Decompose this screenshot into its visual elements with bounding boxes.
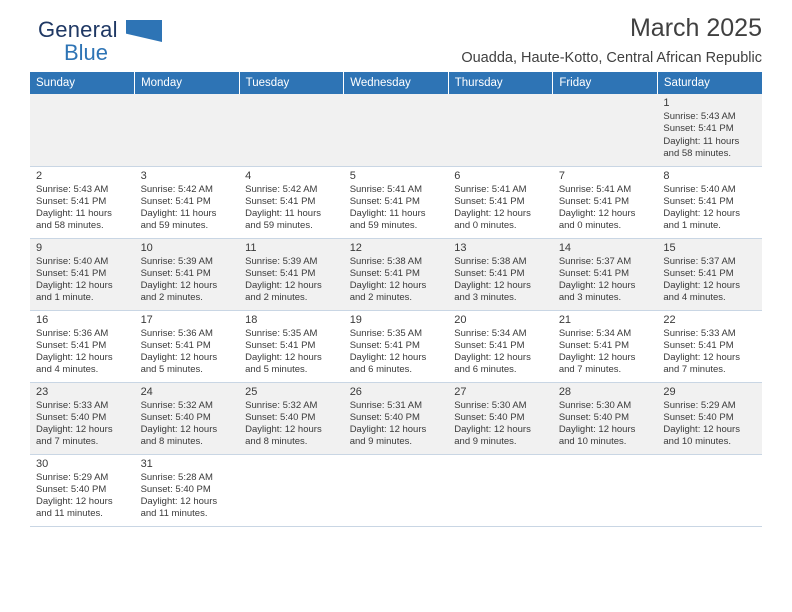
- day-detail-line: Sunrise: 5:30 AM: [454, 399, 527, 411]
- calendar-week-row: [30, 454, 762, 526]
- day-details: [245, 328, 340, 377]
- day-detail-line: Sunset: 5:41 PM: [245, 339, 316, 351]
- day-detail-line: Daylight: 12 hours: [140, 280, 218, 292]
- day-detail-line: and 6 minutes.: [349, 364, 413, 376]
- calendar-day-cell[interactable]: [135, 382, 240, 454]
- day-detail-line: and 7 minutes.: [36, 436, 99, 448]
- calendar-day-cell[interactable]: [553, 166, 658, 238]
- day-detail-line: Sunrise: 5:35 AM: [245, 327, 318, 339]
- day-detail-line: and 9 minutes.: [349, 436, 413, 448]
- day-detail-line: Sunset: 5:41 PM: [140, 267, 211, 279]
- day-number: 26: [349, 385, 362, 398]
- day-detail-line: Sunset: 5:41 PM: [663, 123, 734, 135]
- day-detail-line: and 4 minutes.: [663, 292, 726, 304]
- day-details: [663, 256, 758, 305]
- day-detail-line: Sunset: 5:41 PM: [454, 195, 525, 207]
- calendar-week-row: [30, 310, 762, 382]
- calendar-day-cell[interactable]: [344, 310, 449, 382]
- day-detail-line: and 59 minutes.: [140, 220, 209, 232]
- day-detail-line: and 1 minute.: [36, 292, 94, 304]
- day-detail-line: and 0 minutes.: [558, 220, 622, 232]
- day-details: [454, 400, 549, 449]
- day-detail-line: and 2 minutes.: [349, 292, 413, 304]
- calendar-body: [30, 94, 762, 526]
- day-detail-line: and 10 minutes.: [663, 436, 731, 448]
- day-number: 15: [663, 241, 676, 254]
- calendar-empty-cell: [239, 94, 344, 166]
- day-detail-line: and 2 minutes.: [140, 292, 203, 304]
- day-detail-line: and 59 minutes.: [349, 220, 418, 232]
- day-number: 9: [36, 241, 43, 254]
- calendar-empty-cell: [657, 454, 762, 526]
- day-detail-line: and 8 minutes.: [140, 436, 203, 448]
- day-number: 18: [245, 313, 258, 326]
- calendar-day-cell[interactable]: [135, 238, 240, 310]
- day-detail-line: and 11 minutes.: [140, 508, 208, 520]
- day-detail-line: Sunset: 5:41 PM: [663, 267, 734, 279]
- day-number: 11: [245, 241, 257, 254]
- calendar-week-row: [30, 238, 762, 310]
- calendar-day-cell[interactable]: [553, 382, 658, 454]
- day-detail-line: Sunset: 5:41 PM: [36, 267, 107, 279]
- day-detail-line: Daylight: 12 hours: [245, 280, 322, 292]
- day-detail-line: Daylight: 12 hours: [245, 352, 322, 364]
- day-detail-line: Daylight: 12 hours: [140, 352, 218, 364]
- calendar-day-cell[interactable]: [657, 94, 762, 166]
- calendar-day-cell[interactable]: [448, 310, 553, 382]
- day-number: 14: [558, 241, 572, 254]
- day-details: [663, 111, 758, 160]
- day-detail-line: Daylight: 12 hours: [558, 280, 636, 292]
- calendar-day-cell[interactable]: [135, 310, 240, 382]
- day-detail-line: Sunrise: 5:42 AM: [245, 183, 318, 195]
- day-detail-line: Sunset: 5:41 PM: [558, 339, 630, 351]
- day-detail-line: Sunset: 5:41 PM: [349, 267, 420, 279]
- calendar-empty-cell: [448, 94, 553, 166]
- calendar-day-cell[interactable]: [344, 238, 449, 310]
- page-subtitle: Ouadda, Haute-Kotto, Central African Republic: [461, 50, 762, 66]
- day-detail-line: Daylight: 11 hours: [245, 208, 321, 220]
- day-number: 8: [663, 169, 670, 182]
- weekday-header-wednesday: Wednesday: [344, 72, 449, 94]
- day-detail-line: Daylight: 12 hours: [454, 424, 531, 436]
- day-details: [141, 256, 236, 305]
- calendar-day-cell[interactable]: [135, 166, 240, 238]
- day-detail-line: and 10 minutes.: [558, 436, 627, 448]
- day-detail-line: Sunset: 5:41 PM: [245, 267, 316, 279]
- day-detail-line: Daylight: 12 hours: [454, 352, 531, 364]
- day-detail-line: and 7 minutes.: [558, 364, 622, 376]
- day-number: 31: [140, 457, 153, 470]
- day-detail-line: Daylight: 12 hours: [454, 280, 531, 292]
- calendar-empty-cell: [553, 94, 658, 166]
- calendar-day-cell[interactable]: [553, 238, 658, 310]
- day-detail-line: Daylight: 12 hours: [140, 496, 218, 508]
- day-detail-line: Sunset: 5:40 PM: [140, 411, 211, 423]
- day-detail-line: Sunrise: 5:41 AM: [454, 183, 527, 195]
- day-details: [141, 328, 236, 377]
- day-number: 1: [663, 97, 670, 109]
- day-detail-line: Sunrise: 5:30 AM: [558, 399, 632, 411]
- day-detail-line: Sunset: 5:41 PM: [140, 195, 211, 207]
- day-details: [454, 328, 549, 377]
- calendar-day-cell[interactable]: [239, 166, 344, 238]
- day-detail-line: Sunrise: 5:43 AM: [663, 111, 736, 122]
- day-number: 7: [558, 169, 565, 182]
- day-detail-line: Sunrise: 5:43 AM: [36, 183, 109, 195]
- day-details: [663, 184, 758, 233]
- day-details: [559, 400, 654, 449]
- calendar-empty-cell: [135, 94, 240, 166]
- day-detail-line: Sunset: 5:41 PM: [454, 267, 525, 279]
- calendar-week-row: [30, 382, 762, 454]
- day-number: 16: [36, 313, 49, 326]
- day-detail-line: Sunrise: 5:33 AM: [663, 327, 736, 339]
- day-detail-line: and 9 minutes.: [454, 436, 517, 448]
- day-detail-line: Daylight: 12 hours: [558, 424, 636, 436]
- day-detail-line: Sunset: 5:41 PM: [558, 267, 630, 279]
- day-detail-line: Sunrise: 5:39 AM: [245, 255, 318, 267]
- day-number: 5: [349, 169, 356, 182]
- day-details: [350, 400, 445, 449]
- calendar-empty-cell: [553, 454, 658, 526]
- day-detail-line: Sunrise: 5:42 AM: [140, 183, 213, 195]
- day-detail-line: and 59 minutes.: [245, 220, 313, 232]
- day-detail-line: Sunset: 5:40 PM: [245, 411, 316, 423]
- day-details: [454, 256, 549, 305]
- day-detail-line: Daylight: 11 hours: [36, 208, 112, 220]
- day-detail-line: and 5 minutes.: [140, 364, 203, 376]
- day-details: [559, 256, 654, 305]
- day-details: [141, 184, 236, 233]
- day-number: 3: [140, 169, 147, 182]
- calendar-empty-cell: [344, 454, 449, 526]
- day-detail-line: Sunset: 5:40 PM: [36, 483, 107, 495]
- calendar-day-cell[interactable]: [553, 310, 658, 382]
- calendar-day-cell[interactable]: [657, 238, 762, 310]
- day-detail-line: Daylight: 12 hours: [36, 424, 113, 436]
- day-detail-line: Sunrise: 5:38 AM: [454, 255, 527, 267]
- day-detail-line: Sunset: 5:40 PM: [663, 411, 734, 423]
- day-detail-line: and 5 minutes.: [245, 364, 308, 376]
- day-detail-line: and 1 minute.: [663, 220, 721, 232]
- day-number: 22: [663, 313, 676, 326]
- day-details: [663, 400, 758, 449]
- day-detail-line: Sunrise: 5:35 AM: [349, 327, 423, 339]
- day-detail-line: and 11 minutes.: [36, 508, 103, 520]
- day-detail-line: Sunset: 5:40 PM: [140, 483, 211, 495]
- calendar-day-cell[interactable]: [239, 382, 344, 454]
- day-detail-line: Sunset: 5:40 PM: [349, 411, 420, 423]
- day-detail-line: Sunrise: 5:37 AM: [663, 255, 736, 267]
- day-number: 27: [454, 385, 467, 398]
- day-detail-line: Daylight: 12 hours: [36, 280, 113, 292]
- day-detail-line: Sunrise: 5:34 AM: [558, 327, 632, 339]
- day-number: 10: [140, 241, 153, 254]
- day-detail-line: Sunrise: 5:41 AM: [349, 183, 423, 195]
- calendar-day-cell[interactable]: [448, 238, 553, 310]
- day-detail-line: Sunrise: 5:28 AM: [140, 471, 213, 483]
- day-number: 30: [36, 457, 49, 470]
- day-detail-line: Sunrise: 5:38 AM: [349, 255, 423, 267]
- day-detail-line: Sunrise: 5:32 AM: [140, 399, 213, 411]
- day-details: [36, 328, 131, 377]
- weekday-header-tuesday: Tuesday: [239, 72, 344, 94]
- calendar-day-cell[interactable]: [657, 310, 762, 382]
- day-details: [141, 472, 236, 521]
- day-detail-line: and 8 minutes.: [245, 436, 308, 448]
- day-detail-line: Sunset: 5:41 PM: [140, 339, 211, 351]
- calendar-day-cell[interactable]: [30, 238, 135, 310]
- flag-icon: [126, 20, 162, 42]
- day-detail-line: and 3 minutes.: [558, 292, 622, 304]
- day-detail-line: Sunset: 5:41 PM: [558, 195, 630, 207]
- day-details: [559, 184, 654, 233]
- day-detail-line: Sunset: 5:41 PM: [36, 195, 107, 207]
- logo[interactable]: [38, 18, 168, 66]
- calendar-empty-cell: [448, 454, 553, 526]
- day-details: [350, 184, 445, 233]
- day-detail-line: Daylight: 12 hours: [558, 208, 636, 220]
- day-detail-line: Daylight: 12 hours: [36, 496, 113, 508]
- calendar-empty-cell: [30, 94, 135, 166]
- day-details: [36, 472, 131, 521]
- day-detail-line: Sunrise: 5:37 AM: [558, 255, 632, 267]
- day-detail-line: Sunset: 5:41 PM: [454, 339, 525, 351]
- day-detail-line: Sunrise: 5:40 AM: [663, 183, 736, 195]
- day-number: 24: [140, 385, 153, 398]
- weekday-header-sunday: Sunday: [30, 72, 135, 94]
- day-detail-line: Daylight: 12 hours: [349, 280, 427, 292]
- day-detail-line: Sunrise: 5:29 AM: [36, 471, 109, 483]
- day-detail-line: Sunrise: 5:40 AM: [36, 255, 109, 267]
- day-detail-line: Sunset: 5:41 PM: [349, 339, 420, 351]
- day-number: 25: [245, 385, 258, 398]
- calendar-day-cell[interactable]: [344, 166, 449, 238]
- day-detail-line: Sunset: 5:41 PM: [663, 195, 734, 207]
- day-details: [245, 184, 340, 233]
- day-detail-line: and 7 minutes.: [663, 364, 726, 376]
- day-detail-line: Sunrise: 5:31 AM: [349, 399, 423, 411]
- calendar-day-cell[interactable]: [30, 382, 135, 454]
- day-detail-line: Sunrise: 5:39 AM: [140, 255, 213, 267]
- calendar-day-cell[interactable]: [239, 238, 344, 310]
- day-detail-line: Daylight: 11 hours: [349, 208, 426, 220]
- weekday-header-saturday: Saturday: [657, 72, 762, 94]
- day-number: 6: [454, 169, 461, 182]
- day-detail-line: and 3 minutes.: [454, 292, 517, 304]
- calendar-day-cell[interactable]: [30, 310, 135, 382]
- calendar-empty-cell: [239, 454, 344, 526]
- day-detail-line: Sunrise: 5:36 AM: [36, 327, 109, 339]
- day-detail-line: Sunrise: 5:34 AM: [454, 327, 527, 339]
- logo-text-blue: Blue: [64, 40, 109, 65]
- calendar-week-row: [30, 166, 762, 238]
- day-detail-line: Daylight: 12 hours: [558, 352, 636, 364]
- day-details: [454, 184, 549, 233]
- day-detail-line: Daylight: 12 hours: [245, 424, 322, 436]
- day-detail-line: and 0 minutes.: [454, 220, 517, 232]
- day-number: 28: [558, 385, 572, 398]
- day-detail-line: and 58 minutes.: [663, 147, 731, 159]
- day-detail-line: Daylight: 12 hours: [349, 424, 427, 436]
- calendar-empty-cell: [344, 94, 449, 166]
- calendar-day-cell[interactable]: [239, 310, 344, 382]
- day-details: [350, 328, 445, 377]
- day-details: [245, 400, 340, 449]
- day-details: [663, 328, 758, 377]
- day-number: 21: [558, 313, 572, 326]
- calendar-day-cell[interactable]: [448, 166, 553, 238]
- day-detail-line: Daylight: 12 hours: [349, 352, 427, 364]
- calendar-day-cell[interactable]: [30, 166, 135, 238]
- day-number: 29: [663, 385, 676, 398]
- day-detail-line: and 58 minutes.: [36, 220, 104, 232]
- day-detail-line: Sunrise: 5:41 AM: [558, 183, 632, 195]
- calendar-day-cell[interactable]: [30, 454, 135, 526]
- day-details: [141, 400, 236, 449]
- day-detail-line: Sunset: 5:41 PM: [349, 195, 420, 207]
- day-detail-line: Daylight: 12 hours: [454, 208, 531, 220]
- day-detail-line: Sunset: 5:41 PM: [663, 339, 734, 351]
- day-number: 20: [454, 313, 467, 326]
- day-detail-line: Daylight: 12 hours: [36, 352, 113, 364]
- weekday-header-monday: Monday: [135, 72, 240, 94]
- day-detail-line: Daylight: 12 hours: [663, 280, 740, 292]
- day-detail-line: Daylight: 12 hours: [663, 424, 740, 436]
- weekday-header-friday: Friday: [553, 72, 658, 94]
- day-detail-line: Sunset: 5:40 PM: [36, 411, 107, 423]
- day-detail-line: Daylight: 12 hours: [140, 424, 218, 436]
- day-number: 13: [454, 241, 467, 254]
- day-detail-line: Sunrise: 5:36 AM: [140, 327, 213, 339]
- weekday-header-thursday: Thursday: [448, 72, 553, 94]
- sunrise-sunset-calendar: [30, 72, 762, 527]
- day-number: 17: [140, 313, 153, 326]
- day-detail-line: and 2 minutes.: [245, 292, 308, 304]
- day-detail-line: Sunset: 5:41 PM: [36, 339, 107, 351]
- logo-text-general: General: [38, 17, 118, 42]
- day-number: 4: [245, 169, 252, 182]
- day-detail-line: Sunrise: 5:32 AM: [245, 399, 318, 411]
- day-details: [559, 328, 654, 377]
- day-details: [245, 256, 340, 305]
- day-detail-line: Sunset: 5:40 PM: [558, 411, 630, 423]
- day-detail-line: Sunrise: 5:29 AM: [663, 399, 736, 411]
- day-number: 19: [349, 313, 362, 326]
- day-detail-line: and 4 minutes.: [36, 364, 99, 376]
- day-details: [36, 400, 131, 449]
- weekday-header-row: [30, 72, 762, 94]
- calendar-day-cell[interactable]: [344, 382, 449, 454]
- day-number: 2: [36, 169, 43, 182]
- day-detail-line: Daylight: 12 hours: [663, 208, 740, 220]
- day-detail-line: Daylight: 11 hours: [663, 135, 740, 147]
- calendar-day-cell[interactable]: [657, 166, 762, 238]
- day-details: [350, 256, 445, 305]
- day-detail-line: Daylight: 12 hours: [663, 352, 740, 364]
- day-detail-line: Sunset: 5:40 PM: [454, 411, 525, 423]
- day-details: [36, 184, 131, 233]
- day-detail-line: Sunset: 5:41 PM: [245, 195, 316, 207]
- day-detail-line: Sunrise: 5:33 AM: [36, 399, 109, 411]
- day-number: 12: [349, 241, 362, 254]
- page-header: [30, 0, 762, 72]
- calendar-week-row: [30, 94, 762, 166]
- day-number: 23: [36, 385, 49, 398]
- day-detail-line: and 6 minutes.: [454, 364, 517, 376]
- page-title: March 2025: [629, 14, 762, 42]
- calendar-day-cell[interactable]: [135, 454, 240, 526]
- calendar-day-cell[interactable]: [657, 382, 762, 454]
- day-detail-line: Daylight: 11 hours: [140, 208, 217, 220]
- day-details: [36, 256, 131, 305]
- calendar-day-cell[interactable]: [448, 382, 553, 454]
